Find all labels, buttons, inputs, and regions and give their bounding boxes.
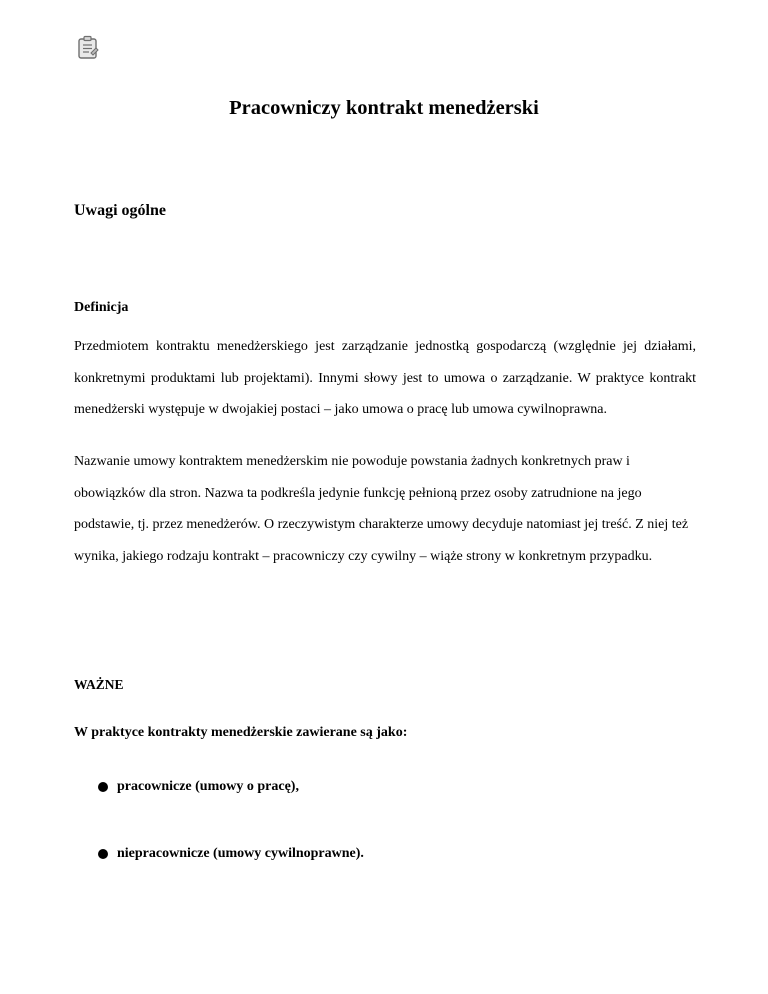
section-heading: Uwagi ogólne bbox=[74, 202, 166, 219]
definition-heading: Definicja bbox=[74, 300, 129, 315]
contract-types-lead: W praktyce kontrakty menedżerskie zawierane są jako: bbox=[74, 725, 408, 740]
bullet-icon bbox=[98, 782, 108, 792]
document-title: Pracowniczy kontrakt menedżerski bbox=[229, 97, 539, 119]
list-item-text: niepracownicze (umowy cywilnoprawne). bbox=[117, 845, 364, 861]
list-item-text: pracownicze (umowy o pracę), bbox=[117, 778, 299, 794]
definition-paragraph: Przedmiotem kontraktu menedżerskiego jest zarządzanie jednostką gospodarczą (względnie jej działami, konkretnymi produktami lub projektami). Innymi słowy jest to umowa o zarządzanie. W praktyce kontrakt menedżerski występuje w dwojakiej postaci – jako umowa o pracę lub umowa cywilnoprawna. bbox=[74, 339, 696, 417]
important-label: WAŻNE bbox=[74, 677, 124, 692]
document-clipboard-icon bbox=[76, 34, 100, 60]
explanation-paragraph: Nazwanie umowy kontraktem menedżerskim nie powoduje powstania żadnych konkretnych praw i obowiązków dla stron. Nazwa ta podkreśla jedynie funkcję pełnioną przez osoby zatrudnione na jego podstawie, tj. przez menedżerów. O rzeczywistym charakterze umowy decyduje natomiast jej treść. Z niej też wynika, jakiego rodzaju kontrakt – pracowniczy czy cywilny – wiąże strony w konkretnym przypadku. bbox=[74, 454, 689, 564]
list-item bbox=[98, 842, 364, 865]
bullet-icon bbox=[98, 849, 108, 859]
list-item bbox=[98, 775, 364, 798]
contract-types-list bbox=[98, 775, 364, 909]
